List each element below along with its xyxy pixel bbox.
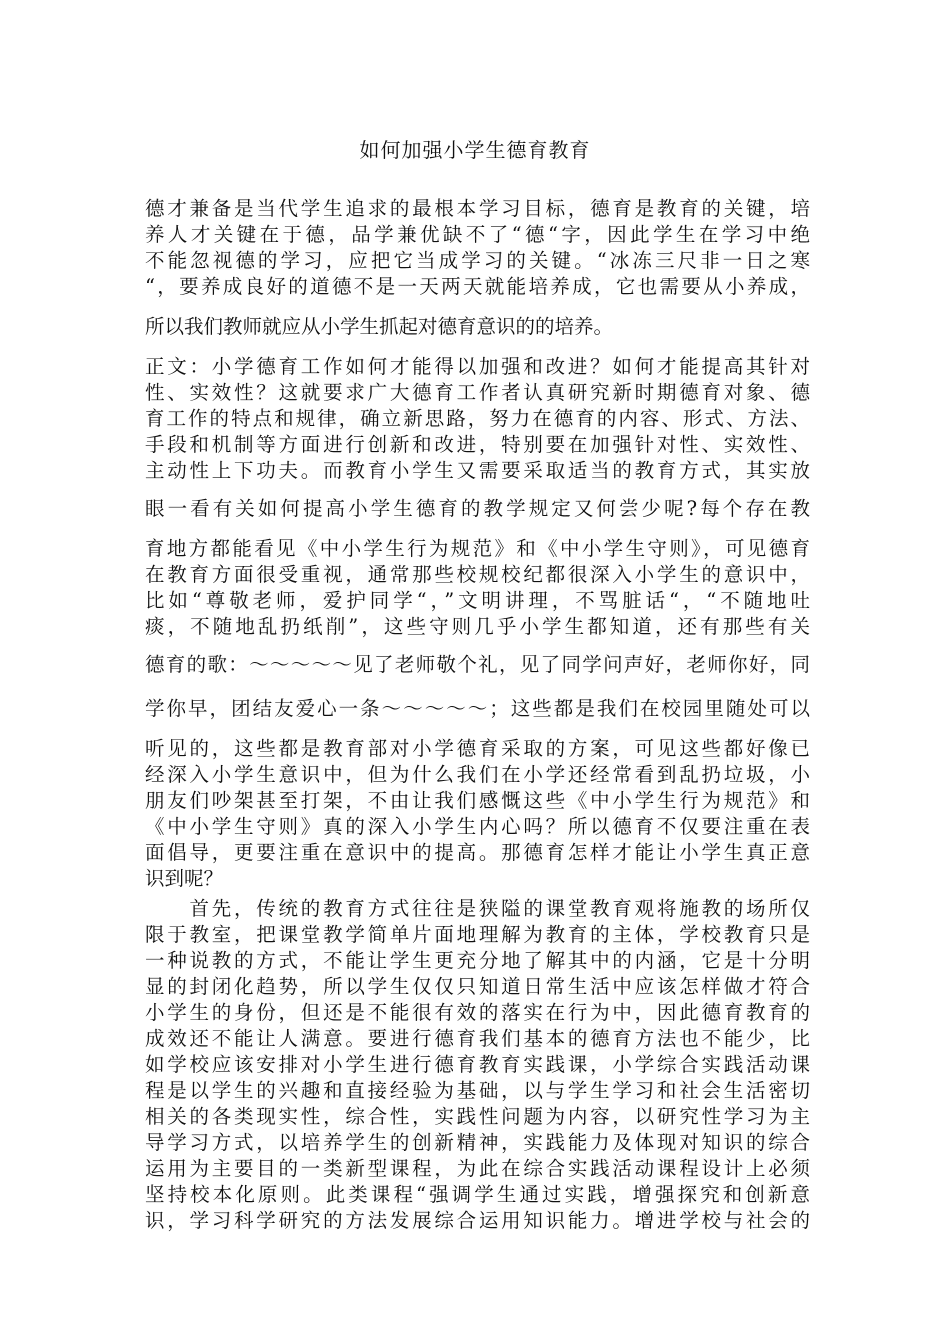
text-line: 如学校应该安排对小学生进行德育教育实践课，小学综合实践活动课 [145, 1053, 810, 1076]
text-line: 一种说教的方式，不能让学生更充分地了解其中的内涵，它是十分明 [145, 949, 810, 972]
text-line: 养人才关键在于德，品学兼优缺不了“德“字，因此学生在学习中绝 [145, 223, 810, 246]
text-line: 手段和机制等方面进行创新和改进，特别要在加强针对性、实效性、 [145, 433, 810, 456]
text-line: 程是以学生的兴趣和直接经验为基础，以与学生学习和社会生活密切 [145, 1079, 810, 1102]
text-line: 《中小学生守则》真的深入小学生内心吗？所以德育不仅要注重在表 [145, 815, 810, 838]
text-line: 育工作的特点和规律，确立新思路，努力在德育的内容、形式、方法、 [145, 407, 810, 430]
text-line: 德才兼备是当代学生追求的最根本学习目标，德育是教育的关键，培 [145, 197, 810, 220]
text-line: 面倡导，更要注重在意识中的提高。那德育怎样才能让小学生真正意 [145, 841, 810, 864]
text-line: 眼一看有关如何提高小学生德育的教学规定又何尝少呢?每个存在教 [145, 497, 810, 520]
text-line: 痰，不随地乱扔纸削”，这些守则几乎小学生都知道，还有那些有关 [145, 615, 810, 638]
text-line: 听见的，这些都是教育部对小学德育采取的方案，可见这些都好像已 [145, 737, 810, 760]
text-line: 导学习方式，以培养学生的创新精神，实践能力及体现对知识的综合 [145, 1131, 810, 1154]
text-line: 主动性上下功夫。而教育小学生又需要采取适当的教育方式，其实放 [145, 459, 810, 482]
text-line: 不能忽视德的学习，应把它当成学习的关键。“冰冻三尺非一日之寒 [145, 249, 810, 272]
text-line: 比如“尊敬老师，爱护同学“，”文明讲理，不骂脏话“，“不随地吐 [145, 589, 810, 612]
text-line: 德育的歌：～～～～～见了老师敬个礼，见了同学问声好，老师你好，同 [145, 653, 810, 676]
text-line: 所以我们教师就应从小学生抓起对德育意识的的培养。 [145, 315, 614, 338]
text-line: 识，学习科学研究的方法发展综合运用知识能力。增进学校与社会的 [145, 1209, 810, 1232]
text-line: 坚持校本化原则。此类课程“强调学生通过实践，增强探究和创新意 [145, 1183, 810, 1206]
text-line: 育地方都能看见《中小学生行为规范》和《中小学生守则》，可见德育 [145, 537, 810, 560]
text-line: 小学生的身份，但还是不能很有效的落实在行为中，因此德育教育的 [145, 1001, 810, 1024]
text-line: 首先，传统的教育方式往往是狭隘的课堂教育观将施教的场所仅 [145, 897, 810, 920]
text-line: 学你早，团结友爱心一条～～～～～；这些都是我们在校园里随处可以 [145, 697, 810, 720]
text-line: 性、实效性？这就要求广大德育工作者认真研究新时期德育对象、德 [145, 381, 810, 404]
text-line: “，要养成良好的道德不是一天两天就能培养成，它也需要从小养成， [145, 275, 810, 298]
document-title: 如何加强小学生德育教育 [359, 138, 591, 162]
text-line: 朋友们吵架甚至打架，不由让我们感慨这些《中小学生行为规范》和 [145, 789, 810, 812]
text-line: 识到呢？ [145, 867, 224, 890]
text-line: 在教育方面很受重视，通常那些校规校纪都很深入小学生的意识中， [145, 563, 810, 586]
text-line: 限于教室，把课堂教学简单片面地理解为教育的主体，学校教育只是 [145, 923, 810, 946]
text-line: 相关的各类现实性，综合性，实践性问题为内容，以研究性学习为主 [145, 1105, 810, 1128]
text-line: 运用为主要目的一类新型课程，为此在综合实践活动课程设计上必须 [145, 1157, 810, 1180]
text-line: 显的封闭化趋势，所以学生仅仅只知道日常生活中应该怎样做才符合 [145, 975, 810, 998]
text-line: 成效还不能让人满意。要进行德育我们基本的德育方法也不能少，比 [145, 1027, 810, 1050]
text-line: 经深入小学生意识中，但为什么我们在小学还经常看到乱扔垃圾，小 [145, 763, 810, 786]
text-line: 正文：小学德育工作如何才能得以加强和改进？如何才能提高其针对 [145, 355, 810, 378]
